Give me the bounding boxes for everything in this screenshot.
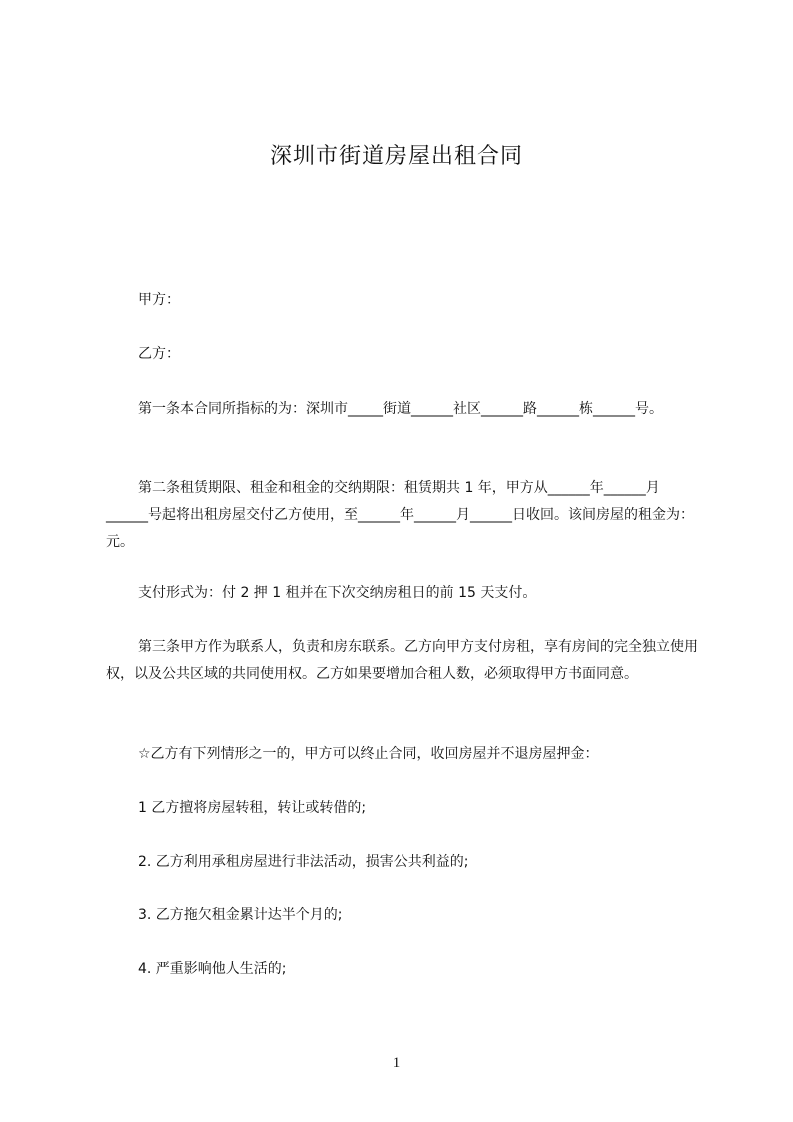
page-number: 1 (392, 1055, 401, 1071)
list-item: 4. 严重影响他人生活的; (138, 961, 287, 977)
party-b-label: 乙方： (138, 346, 180, 362)
termination-intro: ☆乙方有下列情形之一的，甲方可以终止合同，收回房屋并不退房屋押金： (138, 746, 599, 762)
list-item: 3. 乙方拖欠租金累计达半个月的; (138, 907, 343, 923)
clause-1: 第一条本合同所指标的为：深圳市_____街道______社区______路______栋______号。 (138, 401, 663, 417)
list-item: 1 乙方擅将房屋转租，转让或转借的; (138, 800, 367, 816)
document-title: 深圳市街道房屋出租合同 (269, 144, 523, 169)
clause-3: 第三条甲方作为联系人，负责和房东联系。乙方向甲方支付房租，享有房间的完全独立使用权，以及公共区域的共同使用权。乙方如果要增加合租人数，必须取得甲方书面同意。 (106, 639, 698, 682)
payment-terms: 支付形式为：付 2 押 1 租并在下次交纳房租日的前 15 天支付。 (138, 585, 537, 601)
party-a-label: 甲方： (138, 292, 180, 308)
list-item: 2. 乙方利用承租房屋进行非法活动，损害公共利益的; (138, 854, 469, 870)
clause-2: 第二条租赁期限、租金和租金的交纳期限：租赁期共 1 年，甲方从______年______月______号起将出租房屋交付乙方使用，至______年______月______日收回。该间房屋的租金为：元。 (106, 480, 694, 550)
